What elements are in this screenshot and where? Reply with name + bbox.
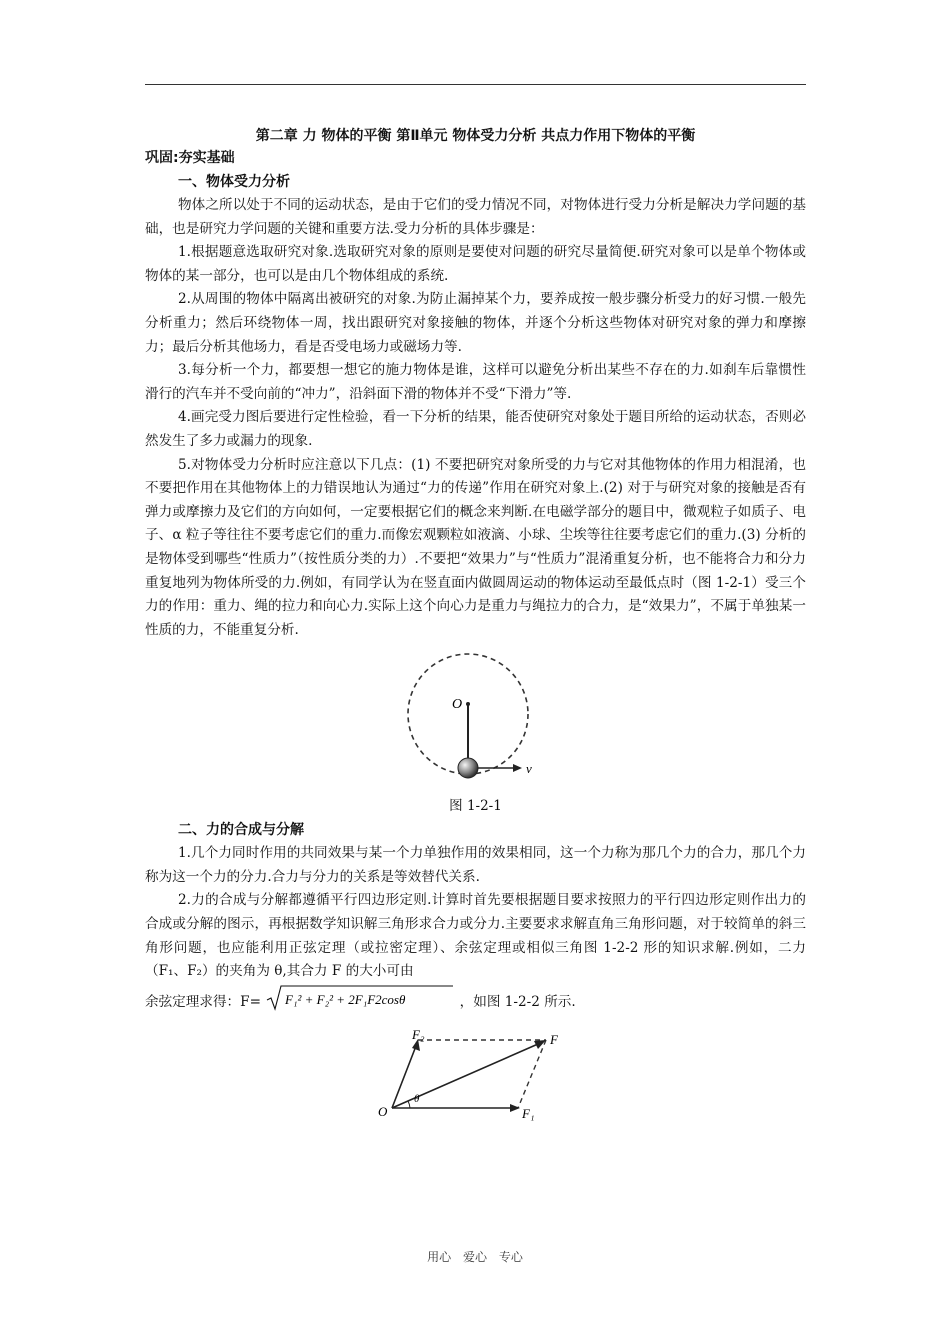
footer-text: 爱心 [462,1250,487,1264]
paragraph: 1.几个力同时作用的共同效果与某一个力单独作用的效果相同，这一个力称为那几个力的合力，那几个力称为这一个力的分力.合力与分力的关系是等效替代关系. [145,845,806,885]
formula-line [145,984,806,1021]
formula-suffix: ，如图 1-2-2 所示. [459,993,576,1010]
label-v: v [525,761,532,777]
section2-heading: 二、力的合成与分解 [178,822,304,839]
label-f: F [549,1032,558,1048]
footer-text: 专心 [498,1250,523,1264]
paragraph: 5.对物体受力分析时应注意以下几点：(1) 不要把研究对象所受的力与它对其他物体的作用力相混淆，也不要把作用在其他物体上的力错误地认为通过“力的传递”作用在研究对象上.(2) 对于与研究对象的接触是否有弹力或摩擦力及它们的方向如何，一定要根据它们的概念来判断.在电磁学部分的题目中，微观粒子如质子、电子、α 粒子等往往不要考虑它们的重力.而像宏观颗粒如液滴、小球、尘埃等往往要考虑它们的重力.(3) 分析的是物体受到哪些“性质力”（按性质分类的力）.不要把“效果力”与“性质力”混淆重复分析，也不能将合力和分力重复地列为物体所受的力.例如，有同学认为在竖直面内做圆周运动的物体运动至最低点时（图 1-2-1）受三个力的作用：重力、绳的拉力和向心力.实际上这个向心力是重力与绳拉力的合力，是“效果力”，不属于单独某一性质的力，不能重复分析. [145,456,806,638]
circle-diagram [376,646,576,786]
velocity-arrowhead [513,764,522,772]
document-page [145,100,806,1128]
formula-prefix: 余弦定理求得：F= [145,993,261,1010]
paragraph: 4.画完受力图后要进行定性检验，看一下分析的结果，能否使研究对象处于题目所给的运动状态，否则必然发生了多力或漏力的现象. [145,409,806,449]
figure-parallelogram [145,1024,806,1128]
label-f1: F₁ [521,1106,534,1122]
parallelogram-diagram [376,1024,576,1124]
paragraph: 2.力的合成与分解都遵循平行四边形定则.计算时首先要根据题目要求按照力的平行四边形定则作出力的合成或分解的图示，再根据数学知识解三角形求合力或分力.主要要求求解直角三角形问题，对于较简单的斜三角形问题，也应能利用正弦定理（或拉密定理）、余弦定理或相似三角图 1-2-2 形的知识求解.例如，二力（F₁、F₂）的夹角为 θ,其合力 F 的大小可由 [145,892,806,980]
page-footer [0,1248,950,1265]
chapter-title: 第二章 力 物体的平衡 第Ⅱ单元 物体受力分析 共点力作用下物体的平衡 [255,128,696,144]
paragraph: 1.根据题意选取研究对象.选取研究对象的原则是要使对问题的研究尽量简便.研究对象可以是单个物体或物体的某一部分，也可以是由几个物体组成的系统. [145,244,806,284]
paragraph: 3.每分析一个力，都要想一想它的施力物体是谁，这样可以避免分析出某些不存在的力.如刹车后靠惯性滑行的汽车并不受向前的“冲力”，沿斜面下滑的物体并不受“下滑力”等. [145,362,806,402]
sqrt-formula [265,984,455,1021]
ball [458,758,478,778]
paragraph: 物体之所以处于不同的运动状态，是由于它们的受力情况不同，对物体进行受力分析是解决力学问题的基础，也是研究力学问题的关键和重要方法.受力分析的具体步骤是： [145,197,806,237]
header-rule [145,84,806,85]
subtitle: 巩固:夯实基础 [145,150,235,166]
angle-arc [408,1101,410,1108]
figure-caption: 图 1-2-1 [449,798,502,815]
label-theta: θ [413,1093,419,1106]
paragraph: 2.从周围的物体中隔离出被研究的对象.为防止漏掉某个力，要养成按一般步骤分析受力的好习惯.一般先分析重力；然后环绕物体一周，找出跟研究对象接触的物体，并逐个分析这些物体对研究对象的弹力和摩擦力；最后分析其他场力，看是否受电场力或磁场力等. [145,291,806,355]
section1-heading: 一、物体受力分析 [178,174,290,190]
footer-text: 用心 [427,1250,452,1264]
label-f2: F₂ [411,1027,424,1043]
figure-circular-motion [145,646,806,790]
formula-body: F₁² + F₂² + 2F₁F2cosθ [285,991,406,1007]
label-o: O [451,697,462,713]
f1-arrowhead [510,1104,520,1112]
label-o: O [377,1104,387,1120]
